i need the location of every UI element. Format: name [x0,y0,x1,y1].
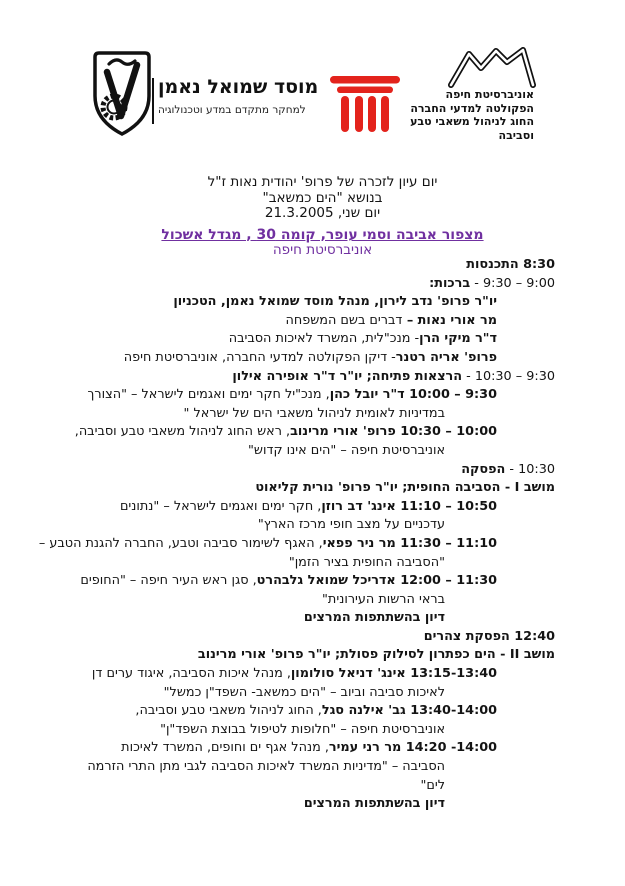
schedule-line [38,591,445,610]
haifa-line-2: הפקולטה למדעי החברה [410,101,534,115]
schedule-line [38,405,445,424]
schedule-text: , החוג לניהול משאבי טבע וסביבה, [135,703,322,719]
schedule-text-bold: הרצאות פתיחה; יו"ר ד"ר אופירה אילון [232,368,463,384]
schedule-text: 10:30 - [505,461,555,477]
neaman-institute-title: מוסד שמואל נאמן [158,76,319,98]
schedule-text: , מנכ"יל חקר ימים ואגמים לישראל – "הצורך [87,387,330,403]
schedule-text-bold: 8:30 התכנסות [466,257,555,272]
schedule-line [38,461,555,480]
schedule-text: לאיכות סביבה וביוב – "הים כמשאב- השפד"ן כמשל" [163,684,445,700]
schedule-text-bold: 13:40-14:00 גב' אילנה סגל [321,703,497,719]
schedule-text: , סגן ראש העיר חיפה – "החופים [80,573,257,589]
schedule-text-bold: 10:50 – 11:10 אינג' דב רוזן [321,498,497,514]
event-date-line: יום שני, 21.3.2005 [264,205,381,221]
haifa-line-1: אוניברסיטת חיפה [445,88,534,101]
schedule-line [38,702,497,721]
schedule-text-bold: ד"ר מיקי הרן [419,331,497,347]
schedule-line [38,256,555,275]
schedule-text: במדיניות לאומית לניהול משאבי הים של ישראל " [183,405,445,421]
schedule-text: לים" [420,777,445,793]
schedule-text: - מנכ"לית, המשרד לאיכות הסביבה [228,331,420,347]
schedule-line [38,275,555,294]
event-title-block [60,175,585,259]
schedule-text: , האגף לשימור סביבה וטבע, החברה להגנת הטבע – [38,535,323,551]
schedule-line [38,739,497,758]
schedule-text-bold: 14:00- 14:20 מר רני עמיר [328,740,497,756]
schedule-line [38,293,497,312]
schedule-line [38,554,445,573]
neaman-institute-subtitle: למחקר מתקדם במדע וטכנולוגיה [158,104,306,116]
schedule-text-bold: הפסקה [461,461,506,477]
schedule-text: אוניברסיטת חיפה – "חלופות לטיפול בבוצת השפד"ן" [160,721,445,737]
schedule-text: , ראש החוג לניהול משאבי טבע וסביבה, [74,424,291,440]
haifa-line-3: החוג לניהול משאבי טבע [410,115,534,128]
schedule-line [38,609,445,628]
schedule-text: הסביבה – "מדיניות המשרד לאיכות הסביבה לגבי מתן התרי הזרמה [87,759,445,775]
schedule-list [38,256,555,814]
schedule-text: , מנהל אגף ים וחופים, המשרד לאיכות [121,740,329,756]
schedule-text-bold: מושב II - הים כפתרון לסילוק פסולת; יו"ר פרופ' אורי מרינוב [197,647,555,663]
schedule-text-bold: ברכות: [429,275,471,291]
schedule-line [38,386,497,405]
schedule-line [38,777,445,796]
schedule-text: 9:00 – 9:30 - [470,275,555,291]
neaman-logo-divider [152,78,154,124]
event-venue-line: מצפור אביבה וסמי עופר, קומה 30 , מגדל אשכול [161,226,484,243]
event-venue-university: אוניברסיטת חיפה [272,242,373,258]
schedule-line [38,795,445,814]
schedule-text-bold: מר אורי נאות – [402,312,497,328]
schedule-line [38,721,445,740]
schedule-line [38,498,497,517]
schedule-text: , מנהל איכות הסביבה, איגוד ערים דן [91,666,291,682]
schedule-text: אוניברסיטת חיפה – "הים אינו קדוש" [248,442,445,458]
schedule-text: "הסביבה החופית בציר הזמן" [288,554,445,570]
schedule-line [38,368,555,387]
schedule-text-bold: מושב I - הסביבה החופית; יו"ר פרופ' נורית קליאוט [255,480,555,496]
schedule-line [38,330,497,349]
schedule-text-bold: 12:40 הפסקת צהרים [423,628,555,644]
schedule-line [38,684,445,703]
schedule-line [38,516,445,535]
neaman-institute-logo-icon [92,50,152,142]
schedule-line [38,423,497,442]
event-subject-line: בנושא "הים כמשאב" [262,189,383,206]
schedule-line [38,479,555,498]
haifa-university-logo-icon [447,47,537,93]
schedule-text-bold: 9:30 – 10:00 ד"ר יובל כהן [329,387,497,403]
schedule-line [38,442,445,461]
schedule-line [38,646,555,665]
schedule-text: , חקר ימים ואגמים לישראל – "נתונים [119,498,322,514]
schedule-line [38,628,555,647]
schedule-text-bold: 13:15-13:40 אינג' דניאל סולומון [290,666,497,682]
schedule-line [38,665,497,684]
schedule-line [38,758,445,777]
schedule-line [38,349,497,368]
schedule-text-bold: 10:00 – 10:30 פרופ' אורי מרינוב [290,424,497,440]
schedule-text-bold: דיון בהשתתפות המרצים [303,610,445,626]
schedule-line [38,312,497,331]
schedule-text: עדכניים על מצב חופי מרכז הארץ" [257,517,445,533]
schedule-line [38,535,497,554]
schedule-text: - דיקן הפקולטה למדעי החברה, אוניברסיטת חיפה [123,349,396,365]
event-title-line: יום עיון לזכרה של פרופ' יהודית נאות ז"ל [207,174,438,190]
schedule-text-bold: 11:10 – 11:30 מר ניר פפאי [322,535,497,551]
schedule-text-bold: דיון בהשתתפות המרצים [303,796,445,812]
schedule-text: 9:30 – 10:30 - [462,368,555,384]
schedule-text-bold: פרופ' אריה רטנר [395,349,497,365]
schedule-text-bold: 11:30 – 12:00 אדריכל שמואל גלבהרט [256,573,497,589]
haifa-university-text [354,88,534,142]
schedule-text: בראי הרשות העירונית" [322,591,445,607]
schedule-line [38,572,497,591]
schedule-text: דברים בשם המשפחה [285,312,403,328]
schedule-text-bold: יו"ר פרופ' נדב לירון, מנהל מוסד שמואל נאמן, הטכניון [173,294,497,310]
haifa-line-4: וסביבה [498,128,534,142]
